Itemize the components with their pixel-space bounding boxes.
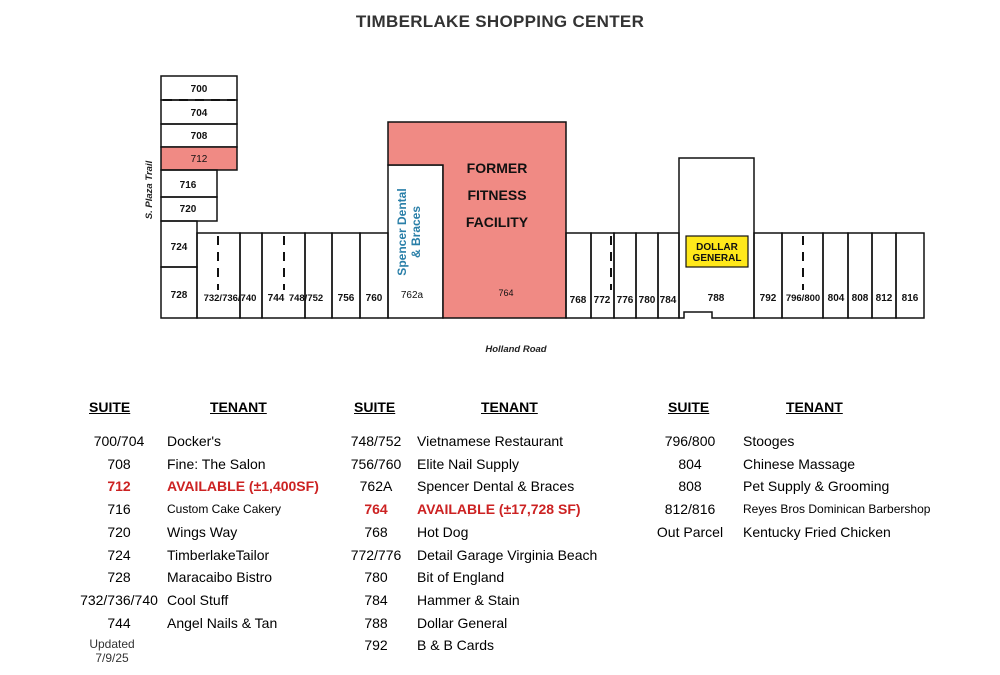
- suite-cell: 768: [364, 523, 388, 540]
- tenant-cell: Docker's: [167, 433, 222, 449]
- header-suite-3: SUITE: [668, 399, 710, 415]
- label-808: 808: [851, 293, 869, 304]
- tenant-cell: Maracaibo Bistro: [167, 569, 273, 586]
- tenant-cell: Stooges: [743, 433, 795, 449]
- tenant-cell: Custom Cake Cakery: [167, 502, 282, 517]
- label-756: 756: [337, 293, 355, 304]
- label-784: 784: [659, 295, 677, 306]
- tenant-cell: B & B Cards: [417, 637, 495, 654]
- label-780: 780: [638, 295, 656, 306]
- suite-cell: 756/760: [350, 455, 402, 472]
- suite-cell: Out Parcel: [656, 523, 724, 540]
- suite-cell: 792: [364, 637, 388, 654]
- label-728: 728: [170, 290, 188, 301]
- suite-cell: 712: [107, 478, 131, 495]
- tenant-cell: Hot Dog: [417, 523, 469, 540]
- label-788: 788: [707, 293, 725, 304]
- label-796: 796/800: [785, 293, 821, 304]
- page-title: TIMBERLAKE SHOPPING CENTER: [355, 12, 645, 31]
- tenant-cell: Angel Nails & Tan: [167, 614, 278, 631]
- suite-cell: 762A: [359, 478, 393, 495]
- suite-cell: 724: [107, 546, 131, 563]
- label-792: 792: [759, 293, 777, 304]
- tenant-cell: Hammer & Stain: [417, 591, 520, 608]
- label-776: 776: [616, 295, 634, 306]
- suite-cell: 716: [107, 501, 131, 518]
- road-holland: Holland Road: [485, 344, 547, 355]
- label-716: 716: [179, 180, 197, 191]
- spencer-label-1: Spencer Dental: [395, 188, 409, 276]
- tenant-cell: Wings Way: [167, 523, 238, 540]
- label-704: 704: [190, 108, 208, 119]
- label-804: 804: [827, 293, 845, 304]
- label-744: 744: [267, 293, 285, 304]
- label-764: 764: [498, 288, 514, 298]
- tenant-cell: AVAILABLE (±1,400SF): [167, 478, 319, 495]
- label-700: 700: [190, 84, 208, 95]
- label-712: 712: [190, 154, 208, 165]
- suite-cell: 748/752: [350, 433, 402, 449]
- updated-date: 7/9/25: [95, 651, 129, 665]
- tenant-cell: Reyes Bros Dominican Barbershop: [743, 502, 931, 517]
- spencer-label-2: & Braces: [409, 205, 423, 259]
- tenant-cell: Pet Supply & Grooming: [743, 478, 890, 495]
- suite-cell: 772/776: [350, 546, 402, 563]
- suite-cell: 708: [107, 455, 131, 472]
- suite-cell: 780: [364, 569, 388, 586]
- tenant-cell: Chinese Massage: [743, 455, 856, 472]
- header-suite-1: SUITE: [89, 399, 131, 415]
- label-816: 816: [901, 293, 919, 304]
- tenant-cell: Fine: The Salon: [167, 455, 266, 472]
- suite-cell: 700/704: [93, 433, 145, 449]
- road-s-plaza-trail: S. Plaza Trail: [144, 160, 155, 220]
- tenant-cell: TimberlakeTailor: [167, 546, 270, 563]
- suite-cell: 764: [364, 501, 388, 518]
- suite-cell: 728: [107, 569, 131, 586]
- tenant-cell: Vietnamese Restaurant: [417, 433, 564, 449]
- tenant-cell: Spencer Dental & Braces: [417, 478, 575, 495]
- label-732: 732/736/740: [203, 293, 257, 304]
- label-720: 720: [179, 204, 197, 215]
- header-tenant-1: TENANT: [210, 399, 267, 415]
- label-760: 760: [365, 293, 383, 304]
- header-tenant-3: TENANT: [786, 399, 843, 415]
- former-label-1: FORMER: [466, 160, 528, 176]
- dg-label-2: GENERAL: [692, 253, 742, 264]
- label-812: 812: [875, 293, 893, 304]
- former-label-2: FITNESS: [467, 187, 527, 203]
- suite-cell: 796/800: [664, 433, 716, 449]
- tenant-cell: Elite Nail Supply: [417, 455, 519, 472]
- label-768: 768: [569, 295, 587, 306]
- label-748: 748/752: [288, 293, 324, 304]
- suite-cell: 744: [107, 614, 131, 631]
- label-724: 724: [170, 242, 188, 253]
- tenant-cell: Detail Garage Virginia Beach: [417, 546, 598, 563]
- former-label-3: FACILITY: [465, 214, 529, 230]
- suite-cell: 788: [364, 614, 388, 631]
- label-708: 708: [190, 131, 208, 142]
- label-772: 772: [593, 295, 611, 306]
- header-suite-2: SUITE: [354, 399, 396, 415]
- tenant-cell: Bit of England: [417, 569, 505, 586]
- tenant-cell: Dollar General: [417, 614, 508, 631]
- updated-label: Updated: [89, 637, 135, 651]
- suite-cell: 784: [364, 591, 388, 608]
- suite-cell: 808: [678, 478, 702, 495]
- tenant-cell: Cool Stuff: [167, 591, 229, 608]
- dg-label-1: DOLLAR: [696, 242, 738, 253]
- suite-cell: 732/736/740: [80, 591, 158, 608]
- suite-cell: 812/816: [664, 501, 716, 518]
- suite-cell: 804: [678, 455, 702, 472]
- tenant-cell: AVAILABLE (±17,728 SF): [417, 501, 581, 518]
- updated-note: [84, 637, 140, 665]
- suite-cell: 720: [107, 523, 131, 540]
- label-762a: 762a: [400, 290, 424, 301]
- header-tenant-2: TENANT: [481, 399, 538, 415]
- tenant-cell: Kentucky Fried Chicken: [743, 523, 891, 540]
